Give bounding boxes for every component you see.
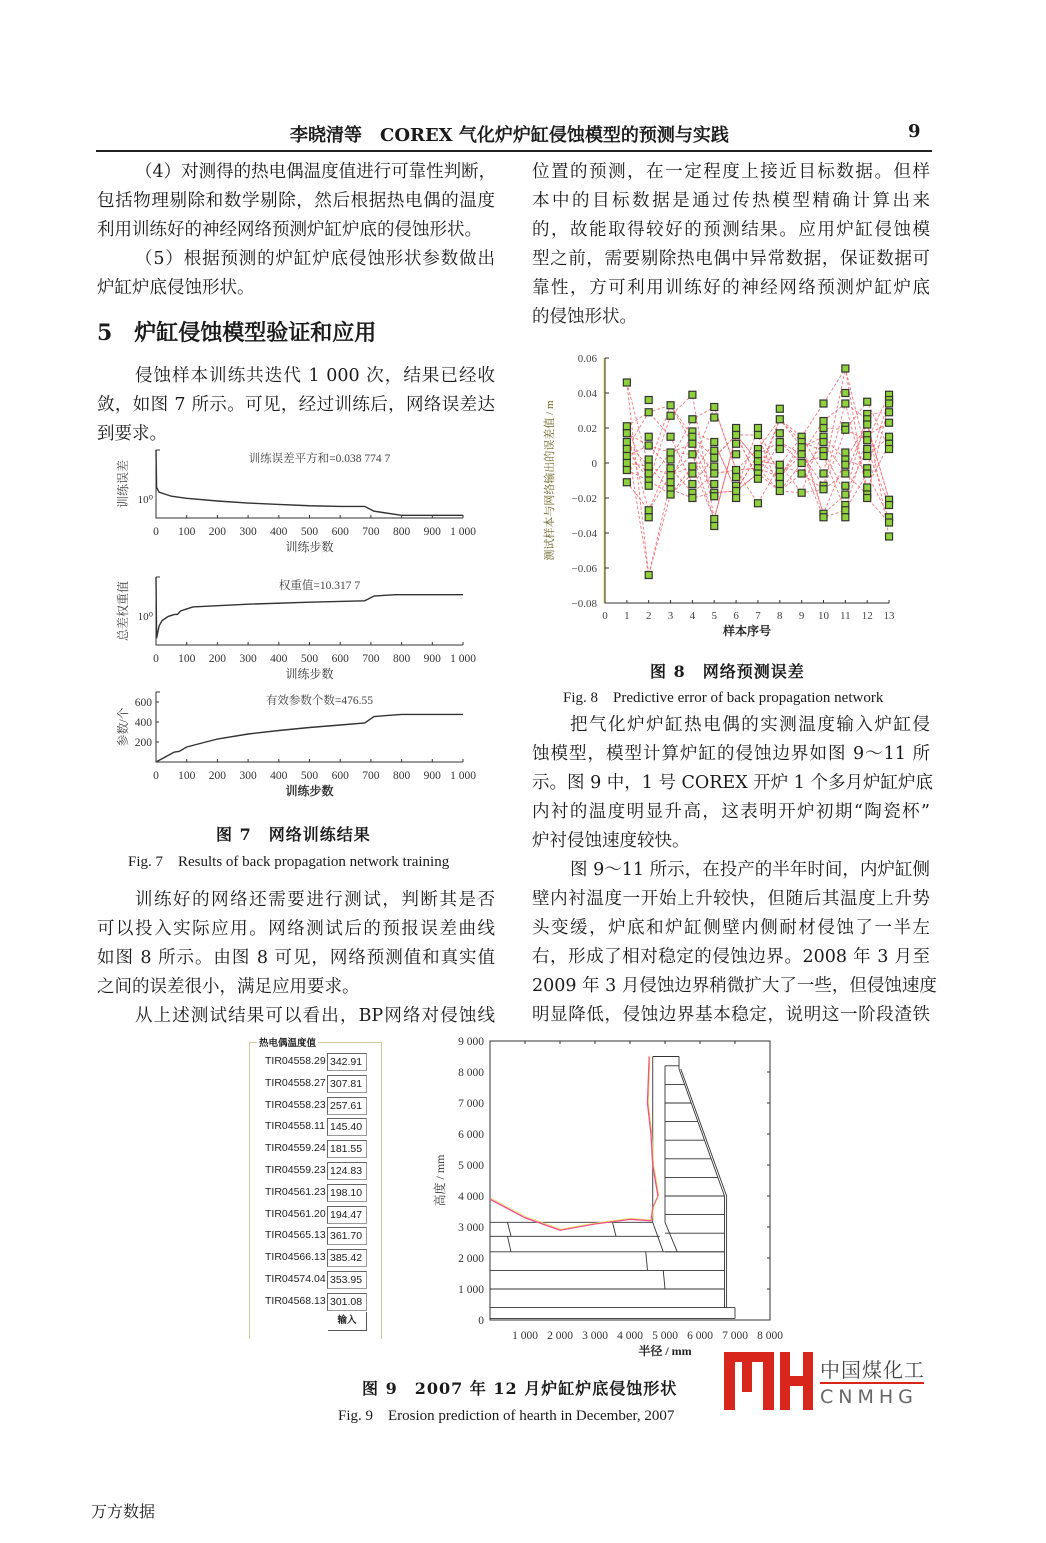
data-point xyxy=(820,470,827,477)
data-point xyxy=(667,465,674,472)
x-tick-label: 300 xyxy=(239,526,257,538)
data-point xyxy=(733,467,740,474)
data-point xyxy=(886,409,893,416)
data-point xyxy=(623,453,630,460)
y-tick-label: 600 xyxy=(134,697,152,709)
data-point xyxy=(754,425,761,432)
x-tick-label: 3 000 xyxy=(582,1330,608,1342)
data-point xyxy=(842,365,849,372)
data-point xyxy=(776,446,783,453)
lining-line xyxy=(665,1222,677,1251)
x-tick-label: 700 xyxy=(362,770,380,782)
thermocouple-id: TIR04568.13 xyxy=(265,1294,326,1307)
x-axis-label: 训练步数 xyxy=(285,540,334,554)
data-point xyxy=(864,453,871,460)
cnmhg-logo xyxy=(724,1352,814,1412)
y-tick-label: 7 000 xyxy=(458,1098,484,1110)
x-tick-label: 10 xyxy=(818,610,829,622)
thermocouple-panel-title: 热电偶温度值 xyxy=(257,1035,318,1049)
text-line: 位置的预测，在一定程度上接近目标数据。但样 xyxy=(532,162,930,182)
x-axis-label: 半径 / mm xyxy=(638,1344,692,1358)
data-point xyxy=(798,444,805,451)
thermocouple-value-field[interactable]: 198.10 xyxy=(327,1184,367,1202)
data-point xyxy=(689,481,696,488)
data-point xyxy=(820,453,827,460)
text-line: 炉衬侵蚀速度较快。 xyxy=(532,831,690,851)
text-line: 图 9～11 所示，在投产的半年时间，内炉缸侧 xyxy=(570,860,930,880)
figure-7-charts xyxy=(100,440,500,810)
figure-8-caption-en: Fig. 8 Predictive error of back propagation network xyxy=(563,690,884,706)
x-tick-label: 8 xyxy=(777,610,783,622)
thermocouple-id: TIR04559.23 xyxy=(265,1164,326,1176)
x-tick-label: 2 xyxy=(645,610,652,622)
thermocouple-value-field[interactable]: 353.95 xyxy=(327,1271,367,1289)
data-point xyxy=(776,481,783,488)
chart-title: 训练误差平方和=0.038 774 7 xyxy=(248,453,391,465)
figure-9-caption-zh: 图 9 2007 年 12 月炉缸炉底侵蚀形状 xyxy=(362,1379,678,1398)
x-tick-label: 100 xyxy=(178,526,196,538)
x-tick-label: 12 xyxy=(861,610,873,622)
data-point xyxy=(886,446,893,453)
y-tick-label: 4 000 xyxy=(458,1191,484,1203)
thermocouple-value-field[interactable]: 194.47 xyxy=(327,1206,367,1224)
data-point xyxy=(689,495,696,502)
erosion-boundary-shadow xyxy=(491,1056,659,1230)
running-header-title: 李晓清等 COREX 气化炉炉缸侵蚀模型的预测与实践 xyxy=(290,125,729,146)
header-rule xyxy=(96,150,932,152)
data-point xyxy=(820,439,827,446)
text-line: 包括物理剔除和数学剔除，然后根据热电偶的温度 xyxy=(97,191,495,211)
data-point xyxy=(645,433,652,440)
text-line: 到要求。 xyxy=(97,424,167,444)
lining-line xyxy=(646,1252,648,1271)
data-point xyxy=(776,461,783,468)
data-point xyxy=(711,414,718,421)
y-tick-label: 200 xyxy=(134,737,152,749)
x-tick-label: 11 xyxy=(840,610,851,622)
data-point xyxy=(733,425,740,432)
data-point xyxy=(645,482,652,489)
input-button[interactable]: 输入 xyxy=(328,1312,367,1331)
page-number: 9 xyxy=(908,121,921,142)
y-axis-label: 总差权重值 xyxy=(116,580,130,642)
data-point xyxy=(886,433,893,440)
text-line: 炉缸炉底侵蚀形状。 xyxy=(97,278,255,298)
data-point xyxy=(623,467,630,474)
data-point xyxy=(754,451,761,458)
x-tick-label: 900 xyxy=(423,770,441,782)
text-line: 可以投入实际应用。网络测试后的预报误差曲线 xyxy=(97,919,495,939)
thermocouple-value-field[interactable]: 181.55 xyxy=(327,1140,367,1158)
x-tick-label: 900 xyxy=(423,653,441,665)
y-axis-label: 参数/个 xyxy=(116,707,130,747)
text-line: 的侵蚀形状。 xyxy=(532,307,637,327)
data-point xyxy=(754,458,761,465)
lining-line xyxy=(613,1222,617,1236)
data-point xyxy=(711,481,718,488)
x-axis-label: 训练步数 xyxy=(285,784,334,798)
x-tick-label: 5 000 xyxy=(652,1330,678,1342)
lining-line xyxy=(508,1236,512,1252)
x-tick-label: 100 xyxy=(178,653,196,665)
y-tick-label: 3 000 xyxy=(458,1222,484,1234)
y-axis-label: 高度 / mm xyxy=(433,1154,447,1207)
text-line: （4）对测得的热电偶温度值进行可靠性判断， xyxy=(135,162,497,182)
data-point xyxy=(864,398,871,405)
data-point xyxy=(842,461,849,468)
data-point xyxy=(776,430,783,437)
data-point xyxy=(798,460,805,467)
data-point xyxy=(667,412,674,419)
data-point xyxy=(886,519,893,526)
x-tick-label: 500 xyxy=(300,653,319,665)
x-tick-label: 9 xyxy=(798,610,805,622)
y-tick-label: −0.04 xyxy=(571,528,597,540)
data-point xyxy=(667,433,674,440)
x-tick-label: 0 xyxy=(153,653,159,665)
y-tick-label: 10⁰ xyxy=(137,493,153,506)
thermocouple-id: TIR04558.11 xyxy=(265,1120,325,1133)
data-point xyxy=(820,425,827,432)
data-point xyxy=(733,451,740,458)
x-tick-label: 4 xyxy=(689,610,696,622)
y-tick-label: 0 xyxy=(478,1315,484,1327)
thermocouple-value-field[interactable]: 124.83 xyxy=(327,1162,367,1180)
data-point xyxy=(645,456,652,463)
data-point xyxy=(711,523,718,530)
data-point xyxy=(886,533,893,540)
data-point xyxy=(667,479,674,486)
thermocouple-value-field[interactable]: 145.40 xyxy=(327,1118,367,1136)
text-line: 侵蚀样本训练共迭代 1 000 次，结果已经收 xyxy=(135,366,495,386)
data-point xyxy=(864,484,871,491)
data-point xyxy=(711,447,718,454)
data-point xyxy=(798,489,805,496)
thermocouple-id: TIR04558.23 xyxy=(265,1098,326,1111)
data-point xyxy=(842,390,849,397)
thermocouple-value-field[interactable]: 342.91 xyxy=(327,1053,367,1071)
x-tick-label: 400 xyxy=(270,653,288,665)
x-tick-label: 0 xyxy=(153,526,159,538)
data-point xyxy=(689,433,696,440)
text-line: 型之前，需要剔除热电偶中异常数据，保证数据可 xyxy=(532,249,930,269)
text-line: 从上述测试结果可以看出，BP网络对侵蚀线 xyxy=(135,1006,495,1026)
data-point xyxy=(667,456,674,463)
thermocouple-value-field[interactable]: 385.42 xyxy=(327,1249,367,1267)
x-tick-label: 1 000 xyxy=(450,653,476,665)
x-tick-label: 300 xyxy=(239,770,257,782)
data-point xyxy=(645,409,652,416)
data-point xyxy=(623,479,630,486)
x-tick-label: 400 xyxy=(270,526,288,538)
data-point xyxy=(776,405,783,412)
x-tick-label: 300 xyxy=(239,653,257,665)
y-tick-label: 400 xyxy=(134,717,152,729)
thermocouple-value-field[interactable]: 301.08 xyxy=(327,1293,367,1311)
lining-line xyxy=(681,1069,727,1196)
data-point xyxy=(864,495,871,502)
text-line: 2009 年 3 月侵蚀边界稍微扩大了一些，但侵蚀速度 xyxy=(532,976,937,996)
x-tick-label: 400 xyxy=(270,770,288,782)
x-tick-label: 5 xyxy=(711,610,717,622)
data-point xyxy=(842,449,849,456)
data-point xyxy=(667,402,674,409)
data-point xyxy=(733,488,740,495)
thermocouple-id: TIR04558.29 xyxy=(265,1055,326,1067)
x-tick-label: 600 xyxy=(331,526,349,538)
text-line: 训练好的网络还需要进行测试，判断其是否 xyxy=(135,890,495,910)
plot-frame xyxy=(490,1041,770,1320)
x-tick-label: 1 000 xyxy=(512,1330,538,1342)
data-point xyxy=(842,507,849,514)
thermocouple-id: TIR04559.24 xyxy=(265,1142,326,1155)
x-axis-label: 训练步数 xyxy=(285,667,334,681)
x-tick-label: 600 xyxy=(331,653,349,665)
thermocouple-value-field[interactable]: 257.61 xyxy=(327,1097,367,1115)
x-tick-label: 800 xyxy=(392,653,411,665)
data-point xyxy=(733,495,740,502)
y-tick-label: 8 000 xyxy=(458,1067,484,1079)
thermocouple-id: TIR04574.04 xyxy=(265,1273,326,1285)
y-tick-label: 5 000 xyxy=(458,1160,484,1172)
data-point xyxy=(733,440,740,447)
data-point xyxy=(886,419,893,426)
data-point xyxy=(842,426,849,433)
text-line: 内衬的温度明显升高，这表明开炉初期“陶瓷杯” xyxy=(532,802,930,822)
data-point xyxy=(645,463,652,470)
data-point xyxy=(886,502,893,509)
data-point xyxy=(842,491,849,498)
x-tick-label: 3 xyxy=(667,610,674,622)
y-tick-label: 10⁰ xyxy=(137,610,153,623)
text-line: 明显降低，侵蚀边界基本稳定，说明这一阶段渣铁 xyxy=(532,1005,930,1025)
y-tick-label: 0.06 xyxy=(577,353,597,365)
data-point xyxy=(667,472,674,479)
text-line: 之间的误差很小，满足应用要求。 xyxy=(97,977,360,997)
data-point xyxy=(776,439,783,446)
data-point xyxy=(754,475,761,482)
data-point xyxy=(645,442,652,449)
y-tick-label: 6 000 xyxy=(458,1129,484,1141)
figure-7-caption-zh: 图 7 网络训练结果 xyxy=(216,825,371,844)
figure-9-hearth-plot xyxy=(420,1030,800,1360)
text-line: 靠性，方可利用训练好的神经网络预测炉缸炉底 xyxy=(532,278,930,298)
x-tick-label: 800 xyxy=(392,526,411,538)
y-tick-label: −0.06 xyxy=(571,563,597,575)
x-tick-label: 500 xyxy=(300,770,319,782)
lining-line xyxy=(663,1270,665,1289)
x-tick-label: 7 xyxy=(755,610,761,622)
data-point xyxy=(798,451,805,458)
y-tick-label: 1 000 xyxy=(458,1284,484,1296)
text-line: 如图 8 所示。由图 8 可见，网络预测值和真实值 xyxy=(97,948,495,968)
watermark-text-en: CNMHG xyxy=(820,1386,918,1408)
x-tick-label: 200 xyxy=(208,526,227,538)
thermocouple-value-field[interactable]: 361.70 xyxy=(327,1227,367,1245)
y-tick-label: 0.02 xyxy=(577,423,597,435)
data-point xyxy=(733,432,740,439)
x-tick-label: 13 xyxy=(883,610,895,622)
data-point xyxy=(645,572,652,579)
text-line: 把气化炉炉缸热电偶的实测温度输入炉缸侵 xyxy=(570,715,930,735)
y-tick-label: −0.02 xyxy=(571,493,597,505)
y-tick-label: 0 xyxy=(591,458,597,470)
data-point xyxy=(842,514,849,521)
data-point xyxy=(711,516,718,523)
chart-title: 权重值=10.317 7 xyxy=(278,580,361,592)
y-axis-label: 训练误差 xyxy=(116,459,130,509)
footer-source: 万方数据 xyxy=(91,1502,156,1521)
x-tick-label: 100 xyxy=(178,770,196,782)
data-point xyxy=(623,446,630,453)
data-point xyxy=(645,507,652,514)
data-point xyxy=(820,418,827,425)
data-point xyxy=(864,446,871,453)
data-point xyxy=(667,491,674,498)
x-tick-label: 200 xyxy=(208,770,227,782)
section-heading: 5 炉缸侵蚀模型验证和应用 xyxy=(97,320,377,346)
data-point xyxy=(623,439,630,446)
watermark-text-zh: 中国煤化工 xyxy=(820,1358,925,1382)
data-point xyxy=(776,474,783,481)
x-tick-label: 6 000 xyxy=(687,1330,713,1342)
data-point xyxy=(689,463,696,470)
data-point xyxy=(820,400,827,407)
text-line: 右，形成了相对稳定的侵蚀边界。2008 年 3 月至 xyxy=(532,947,930,967)
text-line: （5）根据预测的炉缸炉底侵蚀形状参数做出 xyxy=(135,249,495,269)
series-line xyxy=(156,714,463,762)
x-tick-label: 7 000 xyxy=(722,1330,748,1342)
data-point xyxy=(842,470,849,477)
data-point xyxy=(754,432,761,439)
figure-8-chart xyxy=(535,345,905,645)
data-point xyxy=(623,379,630,386)
data-point xyxy=(711,454,718,461)
data-point xyxy=(667,449,674,456)
data-point xyxy=(733,474,740,481)
x-tick-label: 8 000 xyxy=(757,1330,783,1342)
text-line: 本中的目标数据是通过传热模型精确计算出来 xyxy=(532,191,930,211)
x-tick-label: 600 xyxy=(331,770,349,782)
data-point xyxy=(842,482,849,489)
data-point xyxy=(689,416,696,423)
x-tick-label: 200 xyxy=(208,653,227,665)
text-line: 的，故能取得较好的预测结果。应用炉缸侵蚀模 xyxy=(532,220,930,240)
text-line: 蚀模型，模型计算炉缸的侵蚀边界如图 9～11 所 xyxy=(532,744,930,764)
chart-title: 有效参数个数=476.55 xyxy=(265,695,374,707)
text-line: 壁内衬温度一开始上升较快，但随后其温度上升势 xyxy=(532,889,930,909)
x-tick-label: 500 xyxy=(300,526,319,538)
x-tick-label: 1 000 xyxy=(450,526,476,538)
data-point xyxy=(623,423,630,430)
data-point xyxy=(864,421,871,428)
thermocouple-id: TIR04561.23 xyxy=(265,1185,326,1198)
data-point xyxy=(711,470,718,477)
x-tick-label: 700 xyxy=(362,653,380,665)
figure-8-caption-zh: 图 8 网络预测误差 xyxy=(650,662,805,681)
data-point xyxy=(623,430,630,437)
data-point xyxy=(689,391,696,398)
data-point xyxy=(864,470,871,477)
x-tick-label: 900 xyxy=(423,526,441,538)
text-line: 头变缓，炉底和炉缸侧壁内侧耐材侵蚀了一半左 xyxy=(532,918,930,938)
data-point xyxy=(623,460,630,467)
x-tick-label: 700 xyxy=(362,526,380,538)
figure-7-caption-en: Fig. 7 Results of back propagation network training xyxy=(128,854,450,870)
text-line: 利用训练好的神经网络预测炉缸炉底的侵蚀形状。 xyxy=(97,220,482,240)
data-point xyxy=(864,437,871,444)
data-point xyxy=(711,463,718,470)
lining-line xyxy=(653,1222,664,1251)
y-tick-label: 2 000 xyxy=(458,1253,484,1265)
erosion-boundary-line xyxy=(490,1057,658,1231)
data-point xyxy=(820,486,827,493)
text-line: 敛，如图 7 所示。可见，经过训练后，网络误差达 xyxy=(97,395,495,415)
x-tick-label: 6 xyxy=(733,610,739,622)
data-point xyxy=(842,400,849,407)
thermocouple-id: TIR04566.13 xyxy=(265,1251,326,1264)
x-tick-label: 0 xyxy=(602,610,608,622)
data-point xyxy=(645,397,652,404)
data-point xyxy=(754,500,761,507)
x-tick-label: 1 000 xyxy=(450,770,476,782)
data-point xyxy=(776,488,783,495)
y-axis-label: 测试样本与网络输出的误差值 / m xyxy=(544,400,556,561)
thermocouple-id: TIR04558.27 xyxy=(265,1076,326,1089)
x-axis-label: 样本序号 xyxy=(723,624,772,638)
y-tick-label: 0.04 xyxy=(577,388,597,400)
lining-line xyxy=(508,1222,512,1236)
lining-line xyxy=(679,1069,725,1196)
x-tick-label: 4 000 xyxy=(617,1330,643,1342)
data-point xyxy=(798,470,805,477)
data-point xyxy=(820,514,827,521)
data-point xyxy=(645,514,652,521)
thermocouple-value-field[interactable]: 307.81 xyxy=(327,1075,367,1093)
x-tick-label: 1 xyxy=(624,610,630,622)
x-tick-label: 800 xyxy=(392,770,411,782)
thermocouple-id: TIR04561.20 xyxy=(265,1207,326,1220)
data-point xyxy=(711,493,718,500)
data-point xyxy=(689,451,696,458)
data-point xyxy=(886,400,893,407)
watermark-rule xyxy=(820,1382,924,1384)
x-tick-label: 0 xyxy=(153,770,159,782)
y-tick-label: 9 000 xyxy=(458,1036,484,1048)
thermocouple-id: TIR04565.13 xyxy=(265,1229,326,1242)
data-point xyxy=(711,404,718,411)
x-tick-label: 2 000 xyxy=(547,1330,573,1342)
data-point xyxy=(645,470,652,477)
figure-9-caption-en: Fig. 9 Erosion prediction of hearth in December, 2007 xyxy=(338,1408,675,1424)
text-line: 示。图 9 中，1 号 COREX 开炉 1 个多月炉缸炉底 xyxy=(532,773,933,793)
data-point xyxy=(711,439,718,446)
data-point xyxy=(689,440,696,447)
data-point xyxy=(776,416,783,423)
y-tick-label: −0.08 xyxy=(571,598,597,610)
data-point xyxy=(689,470,696,477)
